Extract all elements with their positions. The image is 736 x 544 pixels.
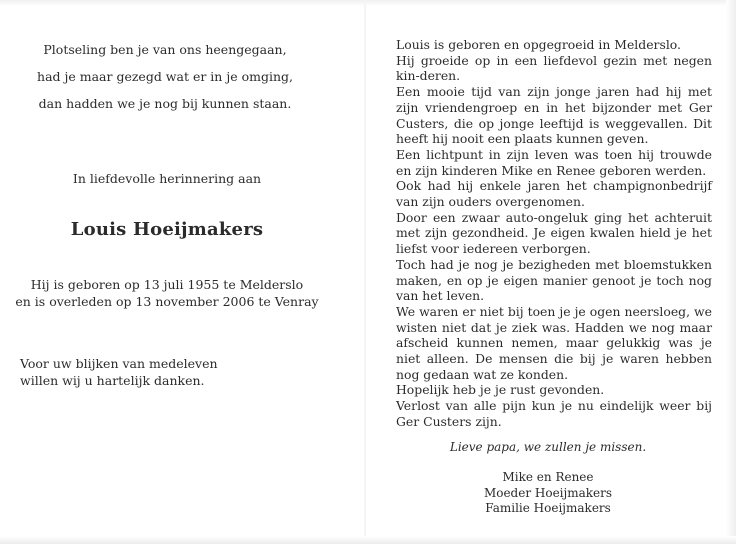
bio-paragraph: Hij groeide op in een liefdevol gezin met negen kin-deren. [396, 52, 712, 84]
thanks-line: willen wij u hartelijk danken. [20, 373, 205, 388]
bio-paragraph: Een lichtpunt in zijn leven was toen hij trouwde en zijn kinderen Mike en Renee geboren werden. [396, 146, 712, 178]
thanks-note [20, 355, 218, 389]
death-line: en is overleden op 13 november 2006 te Venray [15, 294, 319, 309]
bio-paragraph: Verlost van alle pijn kun je nu eindelijk weer bij Ger Custers zijn. [396, 398, 712, 429]
bio-paragraph: Door een zwaar auto-ongeluk ging het achteruit met zijn gezondheid. Je eigen kwalen hield je het liefst voor iedereen verborgen. [396, 209, 712, 257]
memory-intro: In liefdevolle herinnering aan [72, 171, 262, 186]
life-dates [0, 276, 334, 310]
right-panel [366, 0, 736, 544]
bio-paragraph: We waren er niet bij toen je je ogen neersloeg, we wisten niet dat je ziek was. Hadden we nog maar afscheid kunnen nemen, maar gelukkig was je niet alleen. De mensen die bij je waren hebben nog gedaan wat ze konden. [396, 303, 712, 382]
left-panel [0, 0, 364, 544]
birth-line: Hij is geboren op 13 juli 1955 te Melderslo [30, 277, 304, 292]
bio-paragraph: Louis is geboren en opgegroeid in Melderslo. [396, 37, 681, 52]
signature-line: Familie Hoeijmakers [485, 501, 611, 515]
signature-line: Mike en Renee [502, 470, 594, 484]
bio-paragraph: Toch had je nog je bezigheden met bloemstukken maken, en op je eigen manier genoot je toch nog van het leven. [396, 256, 712, 304]
poem [0, 36, 330, 117]
bio-paragraph: Ook had hij enkele jaren het champignonbedrijf van zijn ouders overgenomen. [396, 178, 712, 210]
bio-paragraph: Een mooie tijd van zijn jonge jaren had hij met zijn vriendengroep en in het bijzonder met Ger Custers, die op jonge leeftijd is weggevallen. Dit heeft hij nooit een plaats kunnen geven. [396, 84, 712, 147]
signature-line: Moeder Hoeijmakers [483, 485, 613, 500]
farewell-line: Lieve papa, we zullen je missen. [449, 440, 647, 454]
bio-paragraph: Hopelijk heb je je rust gevonden. [396, 382, 605, 398]
biography [396, 37, 712, 430]
deceased-name: Louis Hoeijmakers [70, 219, 264, 240]
signatures [366, 470, 736, 517]
thanks-line: Voor uw blijken van medeleven [20, 356, 218, 371]
poem-line: dan hadden we je nog bij kunnen staan. [38, 96, 292, 111]
poem-line: Plotseling ben je van ons heengegaan, [43, 42, 287, 57]
poem-line: had je maar gezegd wat er in je omging, [37, 69, 293, 84]
